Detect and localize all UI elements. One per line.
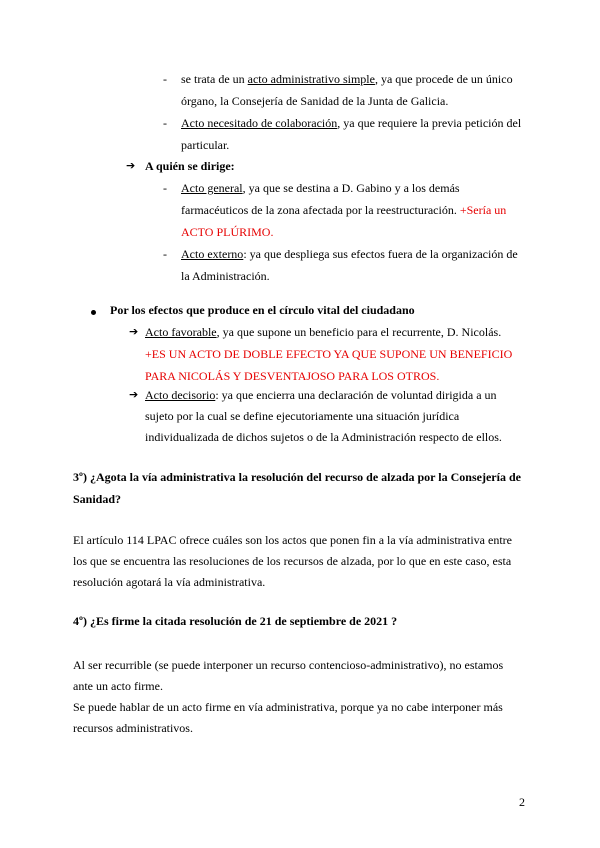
correction-note: ACTO PLÚRIMO. xyxy=(181,225,274,239)
list-item-simple xyxy=(181,68,513,90)
term: Acto decisorio xyxy=(145,388,216,402)
paragraph-line: recursos administrativos. xyxy=(73,721,193,735)
text-line: particular. xyxy=(181,138,230,152)
arrow-icon: ➔ xyxy=(126,159,136,172)
list-item-favorable xyxy=(145,321,501,343)
text: se trata de un xyxy=(181,72,248,86)
paragraph-line: El artículo 114 LPAC ofrece cuáles son los actos que ponen fin a la vía administrativa entre xyxy=(73,533,512,547)
text: farmacéuticos de la zona afectada por la reestructuración. xyxy=(181,203,460,217)
text-line: sujeto por la cual se define ejecutoriamente una situación jurídica xyxy=(145,409,460,423)
term: Acto general xyxy=(181,181,243,195)
paragraph-line: ante un acto firme. xyxy=(73,679,163,693)
text-line: individualizada de dichos sujetos o de la Administración respecto de ellos. xyxy=(145,430,502,444)
term: acto administrativo simple xyxy=(247,72,375,86)
paragraph-line: Al ser recurrible (se puede interponer un recurso contencioso-administrativo), no estamos xyxy=(73,658,504,672)
list-item-externo xyxy=(181,243,518,265)
bullet-icon xyxy=(91,310,96,315)
question-heading: 4º) ¿Es firme la citada resolución de 21 de septiembre de 2021 ? xyxy=(73,614,398,628)
term: Acto externo xyxy=(181,247,244,261)
paragraph-line: los que se encuentra las resoluciones de los recursos de alzada, por lo que en este caso, esta xyxy=(73,554,512,568)
arrow-icon: ➔ xyxy=(129,325,139,338)
text: : ya que encierra una declaración de voluntad dirigida a un xyxy=(215,388,497,402)
list-dash: - xyxy=(163,72,167,86)
arrow-icon: ➔ xyxy=(129,388,139,401)
text: , ya que se destina a D. Gabino y a los demás xyxy=(242,181,460,195)
text: , ya que procede de un único xyxy=(374,72,513,86)
list-dash: - xyxy=(163,247,167,261)
text-line xyxy=(181,199,506,221)
text: , ya que supone un beneficio para el recurrente, D. Nicolás. xyxy=(216,325,502,339)
text: , ya que requiere la previa petición del xyxy=(337,116,522,130)
correction-note: +ES UN ACTO DE DOBLE EFECTO YA QUE SUPONE UN BENEFICIO xyxy=(145,347,513,361)
paragraph-line: resolución agotará la vía administrativa. xyxy=(73,575,266,589)
text: : ya que despliega sus efectos fuera de la organización de xyxy=(243,247,518,261)
question-heading: Sanidad? xyxy=(73,492,122,506)
term: Acto necesitado de colaboración xyxy=(181,116,338,130)
text-line: órgano, la Consejería de Sanidad de la Junta de Galicia. xyxy=(181,94,449,108)
page-number: 2 xyxy=(519,795,525,809)
list-dash: - xyxy=(163,116,167,130)
list-item-colaboracion xyxy=(181,112,521,134)
section-heading: Por los efectos que produce en el círculo vital del ciudadano xyxy=(110,303,415,317)
correction-note: +Sería un xyxy=(459,203,507,217)
list-dash: - xyxy=(163,181,167,195)
question-heading: 3º) ¿Agota la vía administrativa la resolución del recurso de alzada por la Consejería de xyxy=(73,470,521,484)
term: Acto favorable xyxy=(145,325,217,339)
list-item-decisorio xyxy=(145,384,497,406)
correction-note: PARA NICOLÁS Y DESVENTAJOSO PARA LOS OTROS. xyxy=(145,369,440,383)
text-line: la Administración. xyxy=(181,269,270,283)
paragraph-line: Se puede hablar de un acto firme en vía administrativa, porque ya no cabe interponer más xyxy=(73,700,503,714)
section-heading: A quién se dirige: xyxy=(145,159,235,173)
list-item-general xyxy=(181,177,460,199)
